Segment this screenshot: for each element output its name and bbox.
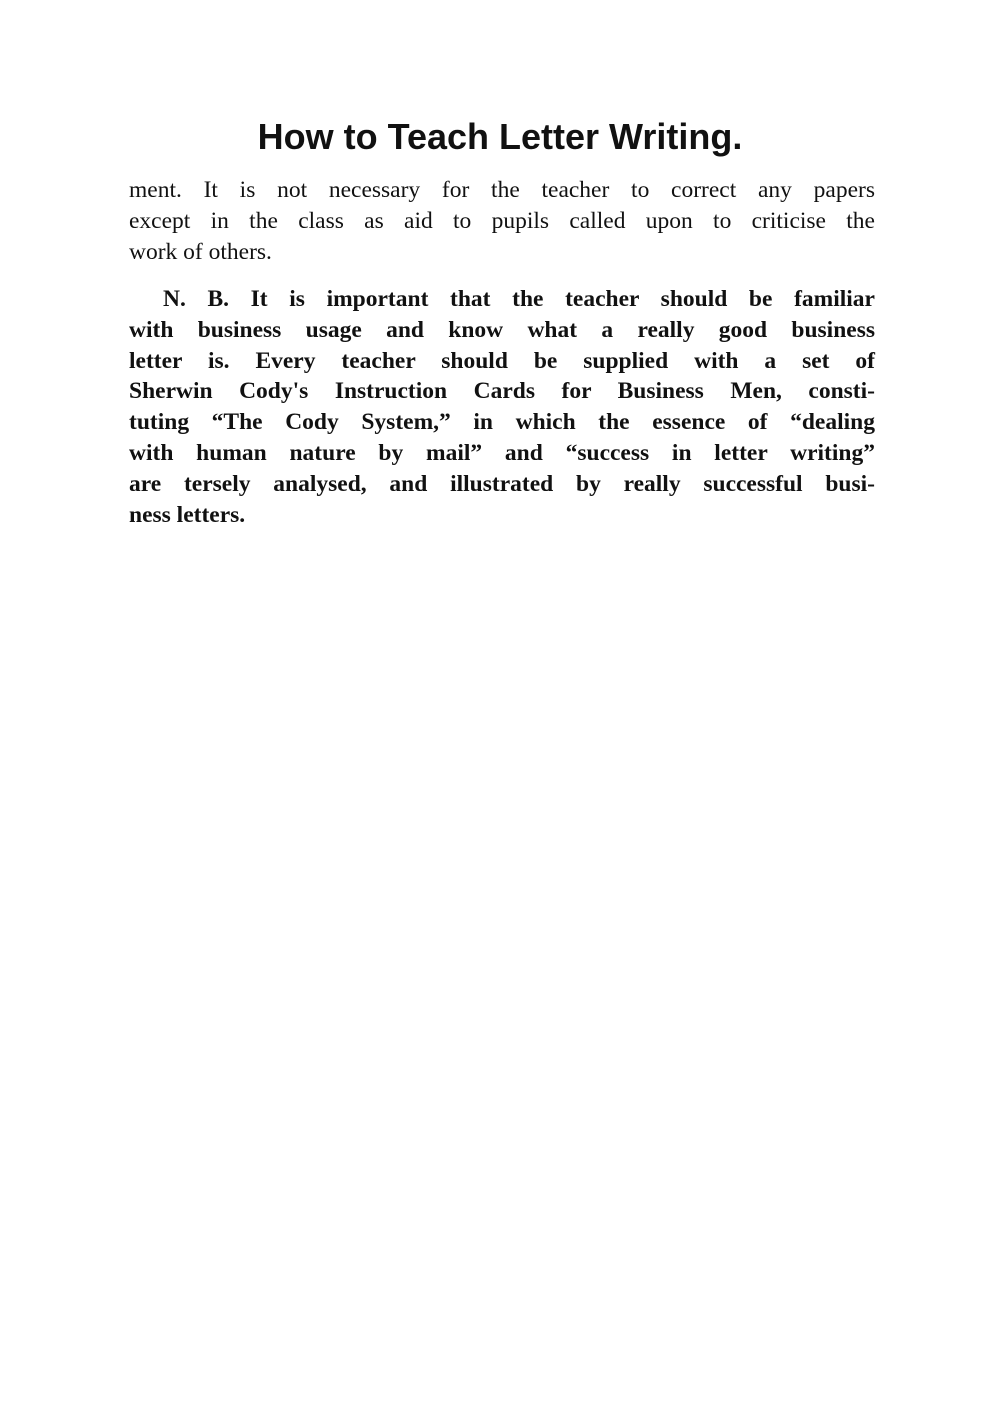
paragraph-continuation [129,175,875,267]
text-line: ment. It is not necessary for the teacher to correct any papers [129,177,875,203]
text-line: ness letters. [129,501,246,528]
text-line: Sherwin Cody's Instruction Cards for Business Men, consti- [129,378,875,405]
text-line: N. B. It is important that the teacher should be familiar [163,286,875,312]
text-line: tuting “The Cody System,” in which the essence of “dealing [129,409,875,436]
text-line: work of others. [129,238,272,265]
text-line: are tersely analysed, and illustrated by really successful busi- [129,470,875,497]
text-line: with human nature by mail” and “success in letter writing” [129,439,875,466]
paragraph-nota-bene [129,284,875,530]
page-title: How to Teach Letter Writing. [257,116,743,157]
text-line: with business usage and know what a really good business [129,316,875,343]
text-line: except in the class as aid to pupils called upon to criticise the [129,207,875,234]
text-line: letter is. Every teacher should be supplied with a set of [129,347,875,374]
